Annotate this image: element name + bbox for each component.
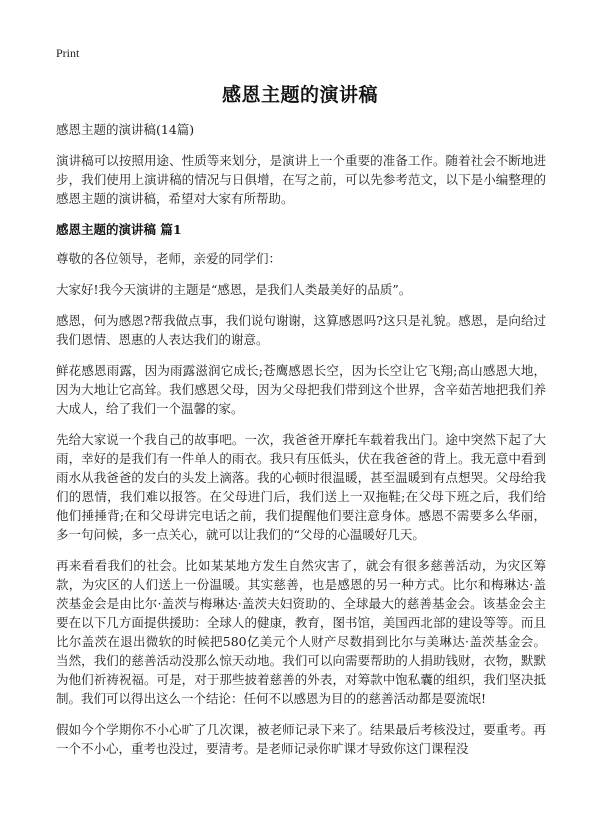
society-paragraph: 再来看看我们的社会。比如某某地方发生自然灾害了，就会有很多慈善活动，为灾区筹款，为灾区的人们送上一份温暖。其实慈善，也是感恩的另一种方式。比尔和梅琳达·盖茨基金会是由比尔·盖茨与梅琳达·盖茨夫妇资助的、全球最大的慈善基金会。该基金会主要在以下几方面提供援助：全球人的健康，教育，图书馆，美国西北部的建设等等。而且比尔盖茨在退出微软的时候把580亿美元个人财产尽数捐到比尔与美琳达·盖茨基金会。当然，我们的慈善活动没那么惊天动地。我们可以向需要帮助的人捐助钱财，衣物，默默为他们祈祷祝福。可是，对于那些披着慈善的外表，对筹款中饱私囊的组织，我们坚决抵制。我们可以得出这么一个结论：任何不以感恩为目的的慈善活动都是耍流氓! xyxy=(56,558,546,706)
print-link[interactable]: Print xyxy=(56,46,80,60)
document-body xyxy=(56,120,546,770)
story-paragraph: 先给大家说一个我自己的故事吧。一次，我爸爸开摩托车载着我出门。途中突然下起了大雨，幸好的是我们有一件单人的雨衣。我只有压低头，伏在我爸爸的背上。我无意中看到雨水从我爸爸的发白的头发上滴落。我的心顿时很温暖，甚至温暖到有点想哭。父母给我们的恩情，我们难以报答。在父母进门后，我们送上一双拖鞋;在父母下班之后，我们给他们捶捶背;在和父母讲完电话之前，我们提醒他们要注意身体。感恩不需要多么华丽，多一句问候，多一点关心，就可以让我们的“父母的心温暖好几天。 xyxy=(56,432,546,542)
document-subtitle: 感恩主题的演讲稿(14篇) xyxy=(56,122,195,137)
theme-paragraph: 大家好!我今天演讲的主题是“感恩，是我们人类最美好的品质”。 xyxy=(56,282,412,297)
greeting-paragraph: 尊敬的各位领导，老师，亲爱的同学们： xyxy=(56,251,282,266)
page-title: 感恩主题的演讲稿 xyxy=(221,84,378,106)
definition-paragraph: 感恩，何为感恩?帮我做点事，我们说句谢谢，这算感恩吗?这只是礼貌。感恩，是向给过我们恩情、恩惠的人表达我们的谢意。 xyxy=(56,313,546,347)
nature-paragraph: 鲜花感恩雨露，因为雨露滋润它成长;苍鹰感恩长空，因为长空让它飞翔;高山感恩大地，因为大地让它高耸。我们感恩父母，因为父母把我们带到这个世界，含辛茹苦地把我们养大成人，给了我们一个温馨的家。 xyxy=(56,363,546,416)
intro-paragraph: 演讲稿可以按照用途、性质等来划分，是演讲上一个重要的准备工作。随着社会不断地进步，我们使用上演讲稿的情况与日俱增，在写之前，可以先参考范文，以下是小编整理的感恩主题的演讲稿，希望对大家有所帮助。 xyxy=(56,153,546,206)
school-paragraph: 假如今个学期你不小心旷了几次课，被老师记录下来了。结果最后考核没过，要重考。再一个不小心，重考也没过，要清考。是老师记录你旷课才导致你这门课程没 xyxy=(56,722,546,756)
section-heading: 感恩主题的演讲稿 篇1 xyxy=(56,222,182,237)
